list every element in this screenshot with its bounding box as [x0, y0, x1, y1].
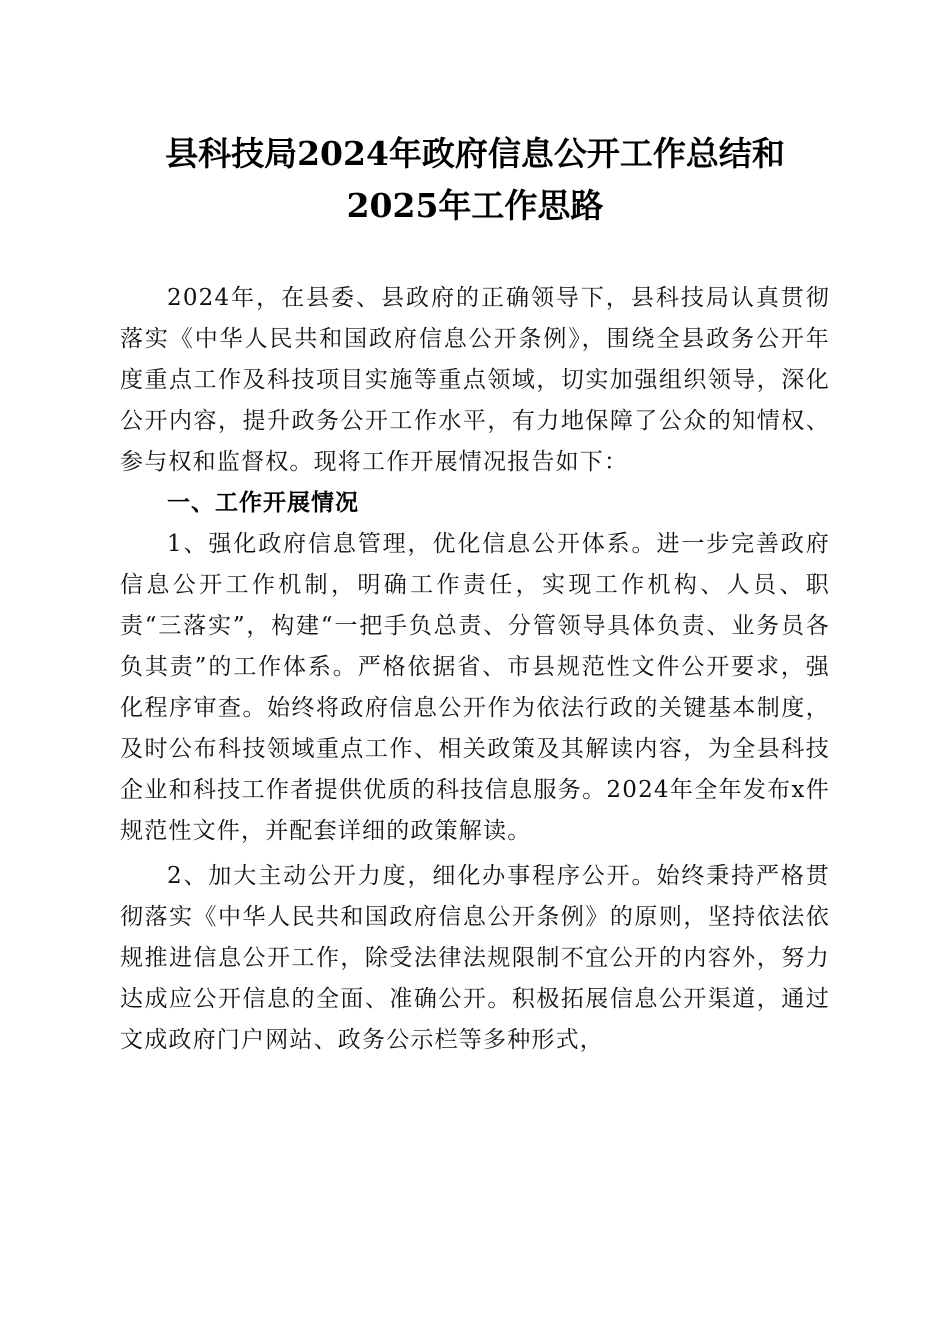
section-heading: 一、工作开展情况 [167, 490, 359, 516]
document-title [118, 128, 832, 232]
document-body [120, 278, 830, 1061]
item-2-paragraph: 2、加大主动公开力度，细化办事程序公开。始终秉持严格贯彻落实《中华人民共和国政府信息公开条例》的原则，坚持依法依规推进信息公开工作，除受法律法规限制不宜公开的内容外，努力达成应公开信息的全面、准确公开。积极拓展信息公开渠道，通过文成政府门户网站、政务公示栏等多种形式， [120, 863, 830, 1053]
intro-paragraph: 2024年，在县委、县政府的正确领导下，县科技局认真贯彻落实《中华人民共和国政府信息公开条例》，围绕全县政务公开年度重点工作及科技项目实施等重点领域，切实加强组织领导，深化公开内容，提升政务公开工作水平，有力地保障了公众的知情权、参与权和监督权。现将工作开展情况报告如下： [120, 285, 830, 475]
title-line-1: 县科技局2024年政府信息公开工作总结和 [165, 134, 785, 173]
title-line-2: 2025年工作思路 [346, 186, 604, 225]
item-1-paragraph: 1、强化政府信息管理，优化信息公开体系。进一步完善政府信息公开工作机制，明确工作责任，实现工作机构、人员、职责“三落实”，构建“一把手负总责、分管领导具体负责、业务员各负其责”的工作体系。严格依据省、市县规范性文件公开要求，强化程序审查。始终将政府信息公开作为依法行政的关键基本制度，及时公布科技领域重点工作、相关政策及其解读内容，为全县科技企业和科技工作者提供优质的科技信息服务。2024年全年发布x件规范性文件，并配套详细的政策解读。 [120, 531, 830, 844]
